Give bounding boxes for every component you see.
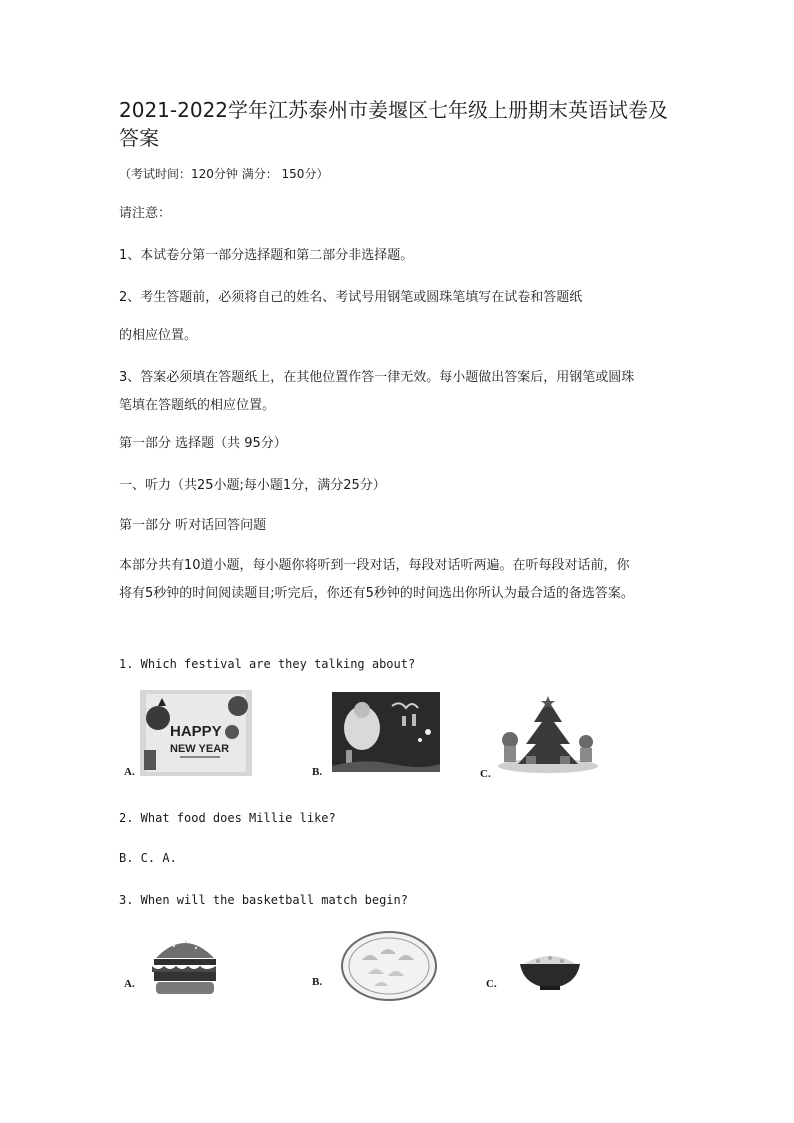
- q3-option-b-label: B.: [312, 976, 323, 988]
- question-3: 3. When will the basketball match begin?: [119, 893, 408, 907]
- notice-item-3-cont: 笔填在答题纸的相应位置。: [119, 398, 276, 413]
- q1-option-a-label: A.: [124, 766, 135, 778]
- q1-option-c-label: C.: [480, 768, 491, 780]
- question-2-options: B. C. A.: [119, 851, 177, 865]
- exam-info: （考试时间：120分钟 满分： 150分）: [119, 167, 329, 181]
- notice-item-3: 3、答案必须填在答题纸上，在其他位置作答一律无效。每小题做出答案后，用钢笔或圆珠: [119, 370, 635, 385]
- subsection-heading: 第一部分 听对话回答问题: [119, 518, 267, 533]
- page-title: 2021-2022学年江苏泰州市姜堰区七年级上册期末英语试卷及答案: [119, 98, 669, 150]
- notice-item-1: 1、本试卷分第一部分选择题和第二部分非选择题。: [119, 248, 414, 263]
- instructions-line-1: 本部分共有10道小题，每小题你将听到一段对话，每段对话听两遍。在听每段对话前，你: [119, 558, 630, 573]
- question-1: 1. Which festival are they talking about?: [119, 657, 416, 671]
- q1-option-b-label: B.: [312, 766, 323, 778]
- q3-option-c-label: C.: [486, 978, 497, 990]
- q3-option-a-label: A.: [124, 978, 135, 990]
- notice-item-2: 2、考生答题前，必须将自己的姓名、考试号用钢笔或圆珠笔填写在试卷和答题纸: [119, 290, 583, 305]
- new-year-image: [140, 690, 252, 776]
- dumplings-image: [340, 930, 438, 1002]
- instructions-line-2: 将有5秒钟的时间阅读题目;听完后，你还有5秒钟的时间选出你所认为最合适的备选答案。: [119, 586, 634, 601]
- section-heading: 一、听力（共25小题;每小题1分，满分25分）: [119, 478, 386, 493]
- question-2: 2. What food does Millie like?: [119, 811, 336, 825]
- hamburger-image: [150, 932, 220, 998]
- notice-heading: 请注意：: [119, 206, 172, 221]
- rice-bowl-image: [518, 950, 582, 990]
- christmas-image: [496, 696, 600, 774]
- mid-autumn-image: [332, 692, 440, 772]
- part-heading: 第一部分 选择题（共 95分）: [119, 436, 287, 451]
- new-year-text: NEW YEAR: [170, 743, 230, 755]
- notice-item-2-cont: 的相应位置。: [119, 328, 198, 343]
- happy-text: HAPPY: [170, 723, 222, 740]
